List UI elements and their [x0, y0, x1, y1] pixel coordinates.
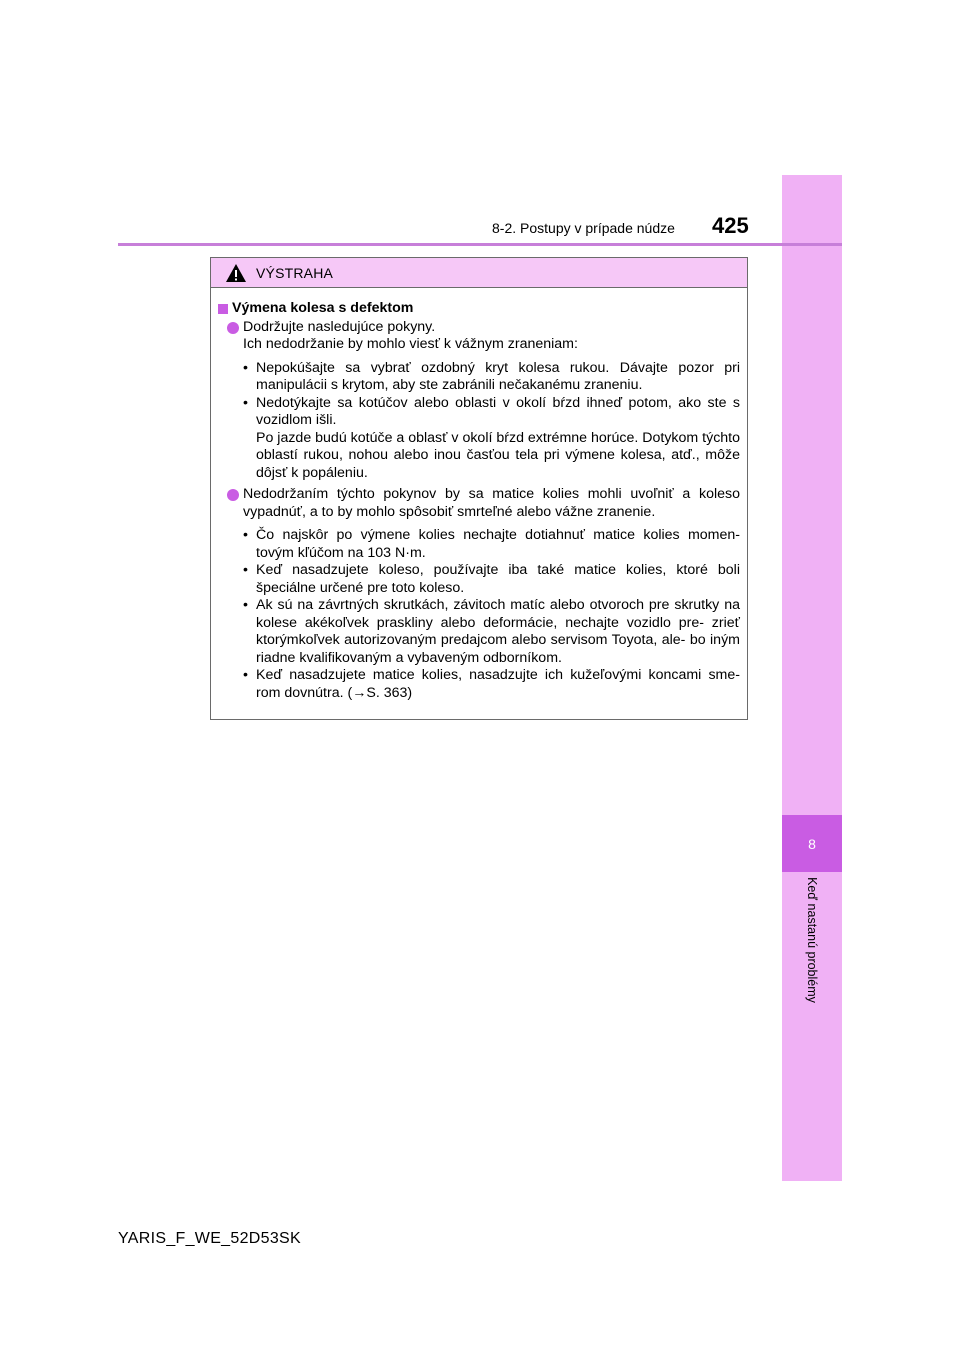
- square-bullet-icon: [218, 304, 228, 314]
- list-item-text: Po jazde budú kotúče a oblasť v okolí bŕzd extrémne horúce. Dotykom týchto oblastí rukou, nohou alebo inou časťou tela pri výmene kolesa, atď., môže dôjsť k popáleniu.: [256, 429, 741, 481]
- chapter-side-tab: [782, 175, 842, 1181]
- bullet-list-2: [218, 527, 740, 702]
- list-item-text: Nedotýkajte sa kotúčov alebo oblasti v okolí bŕzd ihneď potom, ako ste s vozidlom išli.: [256, 394, 740, 428]
- bullet-dot: •: [243, 359, 248, 376]
- list-item-text: Keď nasadzujete koleso, používajte iba také matice kolies, ktoré boli špeciálne určené pre toto koleso.: [256, 562, 740, 596]
- list-item: [218, 527, 740, 562]
- instruction-item-1: [218, 319, 740, 354]
- warning-title: VÝSTRAHA: [256, 264, 334, 281]
- list-item-text: Ak sú na závrtných skrutkách, závitoch matíc alebo otvoroch pre skrutky na kolese akékoľvek praskliny alebo deformácie, nechajte vozidlo pre- zrieť ktorýmkoľvek autorizovaným predajcom alebo servisom Toyota, ale- bo iným riadne kvalifikovaným a vybaveným odborníkom.: [256, 597, 740, 666]
- bullet-dot: •: [243, 562, 248, 578]
- warning-heading: [218, 300, 740, 318]
- list-item: [218, 562, 740, 597]
- bullet-list-1: [218, 360, 740, 483]
- list-item: [218, 360, 740, 395]
- page-number: 425: [712, 213, 749, 238]
- bullet-dot: •: [243, 667, 248, 683]
- warning-box: [210, 257, 748, 720]
- bullet-dot: •: [243, 394, 248, 411]
- instruction-1-line-2: Ich nedodržanie by mohlo viesť k vážnym zraneniam:: [243, 336, 578, 352]
- list-item-text: Keď nasadzujete matice kolies, nasadzujte ich kužeľovými koncami sme- rom dovnútra. (→S. 363): [256, 667, 740, 701]
- bullet-dot: •: [243, 597, 248, 613]
- chapter-number: 8: [782, 815, 842, 872]
- circle-bullet-icon: [227, 322, 239, 334]
- list-item-text: Čo najskôr po výmene kolies nechajte dotiahnuť matice kolies momen- tovým kľúčom na 103 N·m.: [256, 527, 740, 561]
- instruction-1-line-1: Dodržujte nasledujúce pokyny.: [243, 318, 436, 335]
- warning-body: [211, 288, 747, 702]
- circle-bullet-icon: [227, 489, 239, 501]
- warning-heading-text: Výmena kolesa s defektom: [232, 300, 414, 316]
- warning-header: [211, 258, 747, 288]
- document-code: YARIS_F_WE_52D53SK: [118, 1230, 301, 1247]
- header-rule: [118, 243, 842, 246]
- list-item: [218, 395, 740, 483]
- section-title: 8-2. Postupy v prípade núdze: [492, 220, 675, 236]
- list-item-text: Nepokúšajte sa vybrať ozdobný kryt kolesa rukou. Dávajte pozor pri manipulácii s krytom, aby ste zabránili nečakanému zraneniu.: [256, 359, 740, 393]
- list-item: [218, 597, 740, 667]
- instruction-item-2: [218, 486, 740, 521]
- instruction-2-text: Nedodržaním týchto pokynov by sa matice kolies mohli uvoľniť a koleso vypadnúť, a to by mohlo spôsobiť smrteľné alebo vážne zranenie.: [243, 486, 740, 520]
- list-item: [218, 667, 740, 702]
- chapter-label: Keď nastanú problémy: [805, 877, 819, 1003]
- warning-triangle-icon: [225, 263, 247, 283]
- bullet-dot: •: [243, 527, 248, 543]
